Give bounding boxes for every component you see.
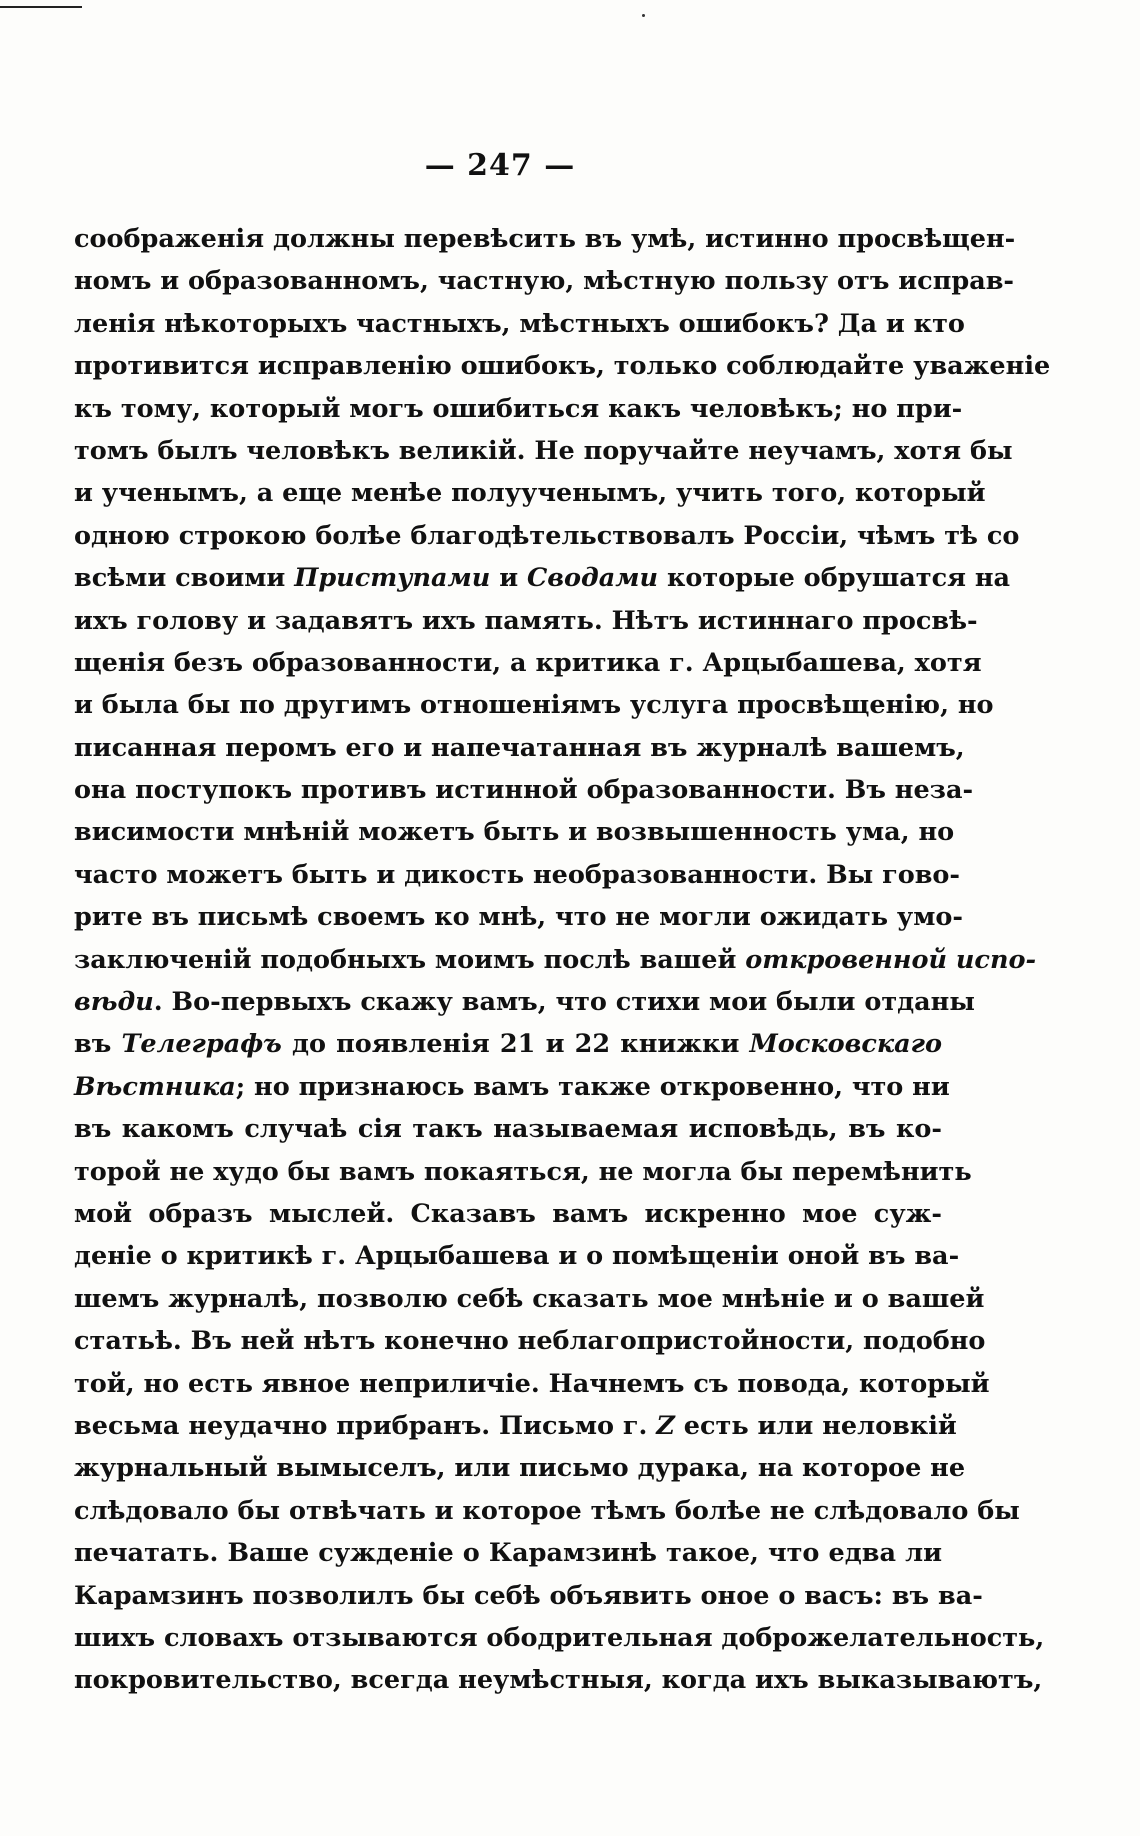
text-line [74, 896, 963, 938]
text-segment: и [490, 563, 527, 594]
text-line [74, 1447, 966, 1489]
text-line [74, 727, 965, 769]
text-segment: она поступокъ противъ истинной образованности. Въ неза- [74, 775, 974, 806]
text-line [74, 1235, 960, 1277]
text-segment: до появленія 21 и 22 книжки [281, 1029, 750, 1060]
text-line [74, 1617, 1045, 1659]
text-line [74, 260, 1015, 302]
text-segment: Карамзинъ позволилъ бы себѣ объявить оное о васъ: въ ва- [74, 1580, 983, 1611]
text-segment: Z [656, 1410, 675, 1441]
text-line [74, 1405, 957, 1447]
text-line [74, 1278, 985, 1320]
text-line [74, 1193, 942, 1235]
page-number: — 247 — [424, 148, 576, 183]
text-line [74, 303, 965, 345]
print-speck [642, 14, 645, 17]
text-segment: Сводами [526, 563, 659, 594]
text-segment: и ученымъ, а еще менѣе полуученымъ, учить того, который [74, 478, 986, 509]
text-line [74, 939, 1037, 981]
text-segment: покровительство, всегда неумѣстныя, когда ихъ выказываютъ, [74, 1665, 1043, 1696]
text-segment: шихъ словахъ отзываются ободрительная доброжелательность, [74, 1622, 1045, 1653]
text-line [74, 1532, 942, 1574]
text-line [74, 1320, 986, 1362]
text-segment: статьѣ. Въ ней нѣтъ конечно неблагопристойности, подобно [74, 1326, 986, 1357]
text-segment: весьма неудачно прибранъ. Письмо г. [74, 1410, 657, 1441]
text-segment: которые обрушатся на [658, 563, 1011, 594]
text-segment: и была бы по другимъ отношеніямъ услуга просвѣщенію, но [74, 690, 994, 721]
text-segment: щенія безъ образованности, а критика г. Арцыбашева, хотя [74, 647, 982, 678]
text-segment: шемъ журналѣ, позволю себѣ сказать мое мнѣніе и о вашей [74, 1283, 985, 1314]
text-segment: откровенной испо- [745, 944, 1037, 975]
text-segment: Вѣстника [74, 1071, 236, 1102]
text-line [74, 642, 982, 684]
text-line [74, 472, 986, 514]
text-segment: слѣдовало бы отвѣчать и которое тѣмъ болѣе не слѣдовало бы [74, 1495, 1020, 1526]
text-segment: всѣми своими [74, 563, 295, 594]
body-text [74, 218, 1051, 1702]
text-line [74, 345, 1051, 387]
text-line [74, 1490, 1020, 1532]
text-line [74, 981, 975, 1023]
text-line [74, 854, 961, 896]
text-segment: Телеграфъ [121, 1029, 282, 1060]
text-segment: въ [74, 1029, 122, 1060]
text-line [74, 811, 955, 853]
text-segment: есть или неловкій [674, 1410, 957, 1441]
text-line [74, 557, 1011, 599]
text-segment: висимости мнѣній можетъ быть и возвышенность ума, но [74, 817, 955, 848]
text-line [74, 388, 963, 430]
top-edge-rule [0, 6, 82, 8]
text-segment: противится исправленію ошибокъ, только соблюдайте уваженіе [74, 351, 1051, 382]
text-segment: . Во-первыхъ скажу вамъ, что стихи мои были отданы [153, 987, 975, 1018]
text-segment: номъ и образованномъ, частную, мѣстную пользу отъ исправ- [74, 266, 1015, 297]
text-segment: той, но есть явное неприличіе. Начнемъ съ повода, который [74, 1368, 990, 1399]
text-segment: рите въ письмѣ своемъ ко мнѣ, что не могли ожидать умо- [74, 902, 963, 933]
text-segment: часто можетъ быть и дикость необразованности. Вы гово- [74, 859, 961, 890]
text-line [74, 1066, 950, 1108]
text-segment: Московскаго [749, 1029, 942, 1060]
text-line [74, 1575, 983, 1617]
text-line [74, 515, 1020, 557]
text-segment: вѣди [74, 987, 154, 1018]
text-line [74, 684, 994, 726]
text-line [74, 218, 1016, 260]
text-segment: ; но признаюсь вамъ также откровенно, что ни [235, 1071, 950, 1102]
text-segment: въ какомъ случаѣ сія такъ называемая исповѣдь, въ ко- [74, 1114, 942, 1145]
text-segment: ихъ голову и задавятъ ихъ память. Нѣтъ истиннаго просвѣ- [74, 605, 978, 636]
text-segment: Приступами [294, 563, 491, 594]
text-segment: соображенія должны перевѣсить въ умѣ, истинно просвѣщен- [74, 224, 1016, 254]
text-line [74, 1108, 942, 1150]
text-segment: ленія нѣкоторыхъ частныхъ, мѣстныхъ ошибокъ? Да и кто [74, 308, 965, 339]
text-line [74, 1023, 942, 1065]
text-segment: томъ былъ человѣкъ великій. Не поручайте неучамъ, хотя бы [74, 435, 1013, 466]
text-line [74, 600, 978, 642]
text-line [74, 430, 1013, 472]
text-segment: печатать. Ваше сужденіе о Карамзинѣ такое, что едва ли [74, 1538, 942, 1569]
text-line [74, 769, 974, 811]
text-segment: деніе о критикѣ г. Арцыбашева и о помѣщеніи оной въ ва- [74, 1241, 960, 1272]
text-segment: одною строкою болѣе благодѣтельствовалъ Россіи, чѣмъ тѣ со [74, 520, 1020, 551]
text-segment: журнальный вымыселъ, или письмо дурака, на которое не [74, 1453, 966, 1484]
text-line [74, 1363, 990, 1405]
text-segment: къ тому, который могъ ошибиться какъ человѣкъ; но при- [74, 393, 963, 424]
text-segment: писанная перомъ его и напечатанная въ журналѣ вашемъ, [74, 732, 965, 763]
text-segment: мой образъ мыслей. Сказавъ вамъ искренно мое суж- [74, 1198, 942, 1229]
text-line [74, 1151, 972, 1193]
text-segment: торой не худо бы вамъ покаяться, не могла бы перемѣнить [74, 1156, 972, 1187]
text-line [74, 1659, 1043, 1701]
text-segment: заключеній подобныхъ моимъ послѣ вашей [74, 944, 746, 975]
